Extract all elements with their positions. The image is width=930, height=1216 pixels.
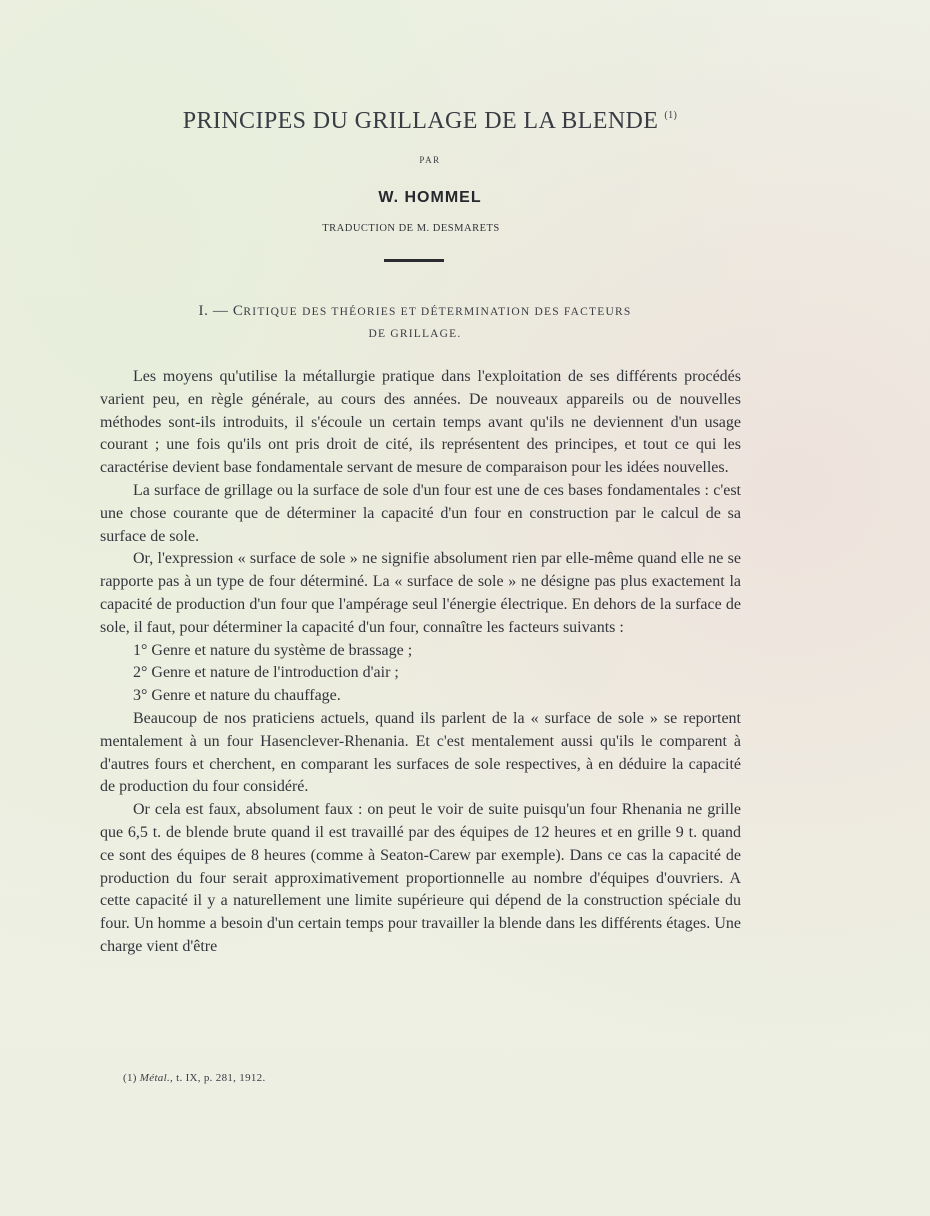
footnote-details: , t. IX, p. 281, 1912. — [170, 1072, 266, 1084]
list-item: 2° Genre et nature de l'introduction d'air ; — [133, 664, 399, 682]
footnote — [123, 1072, 266, 1084]
list-item: 1° Genre et nature du système de brassage ; — [133, 641, 413, 659]
list-item: 3° Genre et nature du chauffage. — [133, 687, 341, 705]
title-text: PRINCIPES DU GRILLAGE DE LA BLENDE — [182, 108, 659, 134]
section-word-rest: RITIQUE — [243, 306, 298, 318]
paragraph: Beaucoup de nos praticiens actuels, quand ils parlent de la « surface de sole » se reportent mentalement à un four Hasenclever-Rhenania. Et c'est mentalement aussi qu'ils le comparent à d'autres fours et cherchent, en comparant les surfaces de sole respectives, à en déduire la capacité de production du four considéré. — [100, 709, 741, 796]
title-divider — [384, 259, 444, 262]
translation-credit: TRADUCTION DE M. DESMARETS — [322, 223, 500, 234]
paragraph: Les moyens qu'utilise la métallurgie pratique dans l'exploitation de ses différents procédés varient peu, en règle générale, au cours des années. De nouveaux appareils ou de nouvelles méthodes sont-ils introduits, il s'écoule un certain temps avant qu'ils ne deviennent d'un usage courant ; une fois qu'ils ont pris droit de cité, ils représentent des principes, et tout ce qui les caractérise devient base fondamentale servant de mesure de comparaison pour les idées nouvelles. — [100, 368, 741, 477]
section-number: I. — — [198, 303, 229, 319]
section-heading — [0, 300, 830, 345]
byline-par: PAR — [419, 155, 441, 165]
paragraph: Or cela est faux, absolument faux : on peut le voir de suite puisqu'un four Rhenania ne grille que 6,5 t. de blende brute quand il est travaillé par des équipes de 12 heures et en grille 9 t. quand ce sont des équipes de 8 heures (comme à Seaton-Carew par exemple). Dans ce cas la capacité de production du four serait approximativement proportionnelle au nombre d'équipes d'ouvriers. A cette capacité il y a naturellement une limite supérieure qui dépend de la construction spéciale du four. Un homme a besoin d'un certain temps pour travailler la blende dans les différents étages. Une charge vient d'être — [100, 801, 741, 955]
paragraph: La surface de grillage ou la surface de sole d'un four est une de ces bases fondamentales : c'est une chose courante que de déterminer la capacité d'un four en construction par le calcul de sa surface de sole. — [100, 481, 741, 545]
paragraph: Or, l'expression « surface de sole » ne signifie absolument rien par elle-même quand elle ne se rapporte pas à un type de four déterminé. La « surface de sole » ne désigne pas plus exactement la capacité de production d'un four que l'ampérage seul l'énergie électrique. En dehors de la surface de sole, il faut, pour déterminer la capacité d'un four, connaître les facteurs suivants : — [100, 550, 741, 636]
footnote-source: Métal. — [139, 1072, 171, 1084]
section-line-1-rest: DES THÉORIES ET DÉTERMINATION DES FACTEURS — [302, 306, 632, 318]
section-word-cap: C — [232, 303, 244, 319]
section-heading-line-1 — [0, 300, 830, 323]
article-body — [100, 366, 741, 959]
page-title — [0, 108, 860, 135]
title-footnote-marker: (1) — [664, 110, 678, 121]
section-heading-line-2: DE GRILLAGE. — [368, 328, 462, 340]
footnote-marker: (1) — [123, 1072, 137, 1084]
author-name: W. HOMMEL — [378, 189, 482, 206]
